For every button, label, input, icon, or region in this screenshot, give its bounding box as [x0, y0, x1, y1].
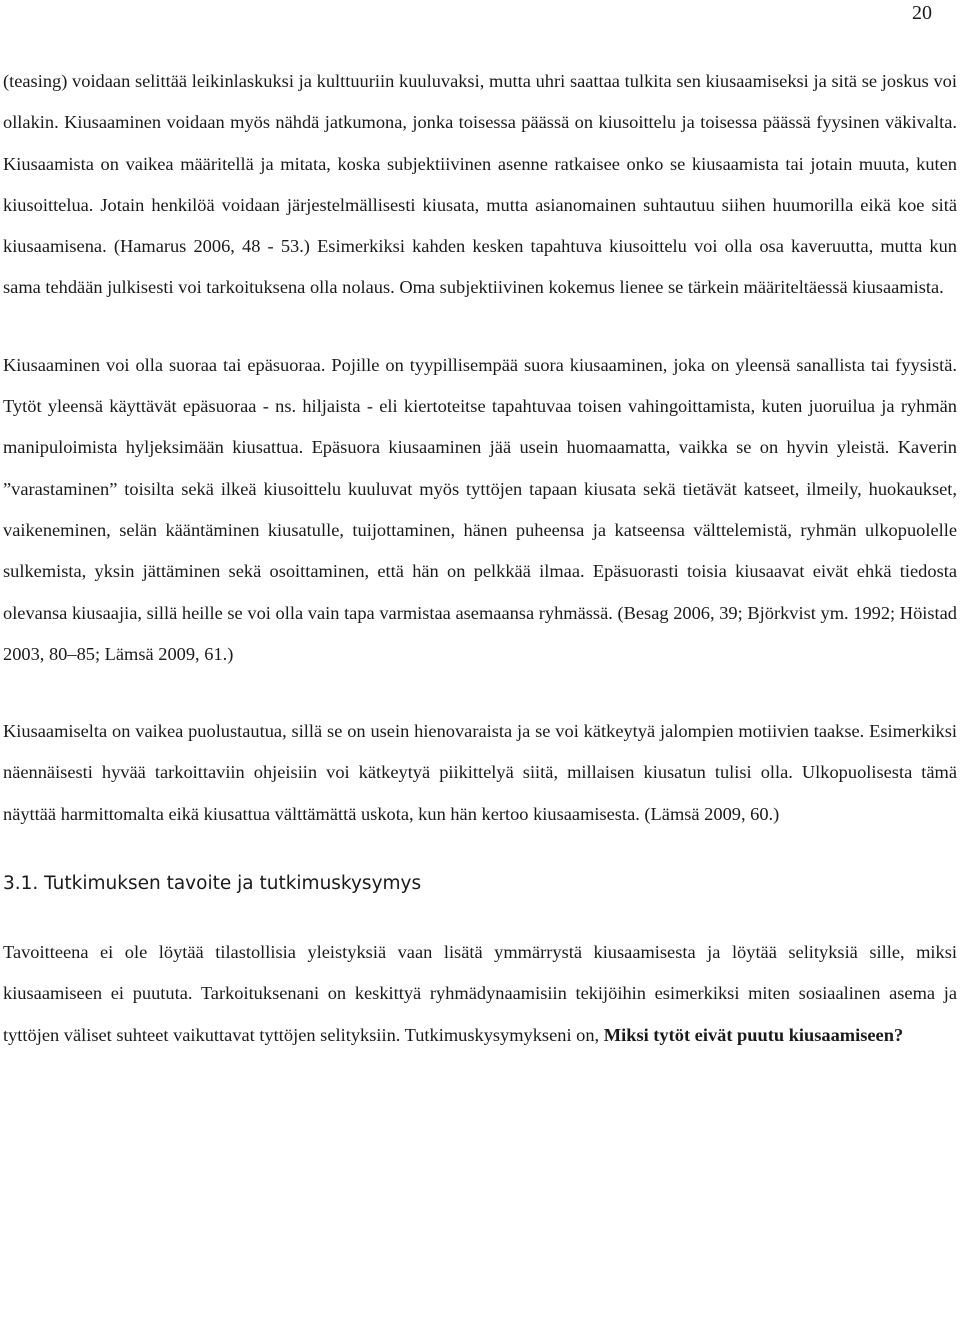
page-number: 20: [912, 2, 932, 24]
paragraph-defending-against-bullying: Kiusaamiselta on vaikea puolustautua, sillä se on usein hienovaraista ja se voi kätkeytyä jalompien motiivien taakse. Esimerkiksi näennäisesti hyvää tarkoittaviin ohjeisiin voi kätkeytyä piikittelyä siitä, millaisen kiusatun tulisi olla. Ulkopuolisesta tämä näyttää harmittomalta eikä kiusattua välttämättä uskota, kun hän kertoo kiusaamisesta. (Lämsä 2009, 60.): [3, 721, 957, 824]
section-heading: 3.1. Tutkimuksen tavoite ja tutkimuskysymys: [3, 873, 422, 895]
paragraph-research-goal: [3, 932, 957, 1056]
paragraph-spacer: [3, 309, 957, 345]
research-goal-text: Tavoitteena ei ole löytää tilastollisia yleistyksiä vaan lisätä ymmärrystä kiusaamisesta ja löytää selityksiä sille, miksi kiusaamiseen ei puututa. Tarkoituksenani on keskittyä ryhmädynaamisiin tekijöihin esimerkiksi miten sosiaalinen asema ja tyttöjen väliset suhteet vaikuttavat tyttöjen selityksiin. Tutkimuskysymykseni on,: [3, 942, 957, 1045]
paragraph-spacer: [3, 904, 957, 932]
document-body: [3, 61, 957, 1056]
paragraph-teasing-definition: (teasing) voidaan selittää leikinlaskuksi ja kulttuuriin kuuluvaksi, mutta uhri saattaa tulkita sen kiusaamiseksi ja sitä se joskus voi ollakin. Kiusaaminen voidaan myös nähdä jatkumona, jonka toisessa päässä on kiusoittelu ja toisessa päässä fyysinen väkivalta. Kiusaamista on vaikea määritellä ja mitata, koska subjektiivinen asenne ratkaisee onko se kiusaamista tai jotain muuta, kuten kiusoittelua. Jotain henkilöä voidaan järjestelmällisesti kiusata, mutta asianomainen suhtautuu siihen huumorilla eikä koe sitä kiusaamisena. (Hamarus 2006, 48 - 53.) Esimerkiksi kahden kesken tapahtuva kiusoittelu voi olla osa kaveruutta, mutta kun sama tehdään julkisesti voi tarkoituksena olla nolaus. Oma subjektiivinen kokemus lienee se tärkein määriteltäessä kiusaamista.: [3, 71, 957, 298]
paragraph-spacer: [3, 675, 957, 711]
research-question: Miksi tytöt eivät puutu kiusaamiseen?: [603, 1024, 904, 1045]
paragraph-spacer: [3, 835, 957, 863]
paragraph-direct-indirect-bullying: Kiusaaminen voi olla suoraa tai epäsuoraa. Pojille on tyypillisempää suora kiusaaminen, joka on yleensä sanallista tai fyysistä. Tytöt yleensä käyttävät epäsuoraa - ns. hiljaista - eli kiertoteitse tapahtuvaa toisen vahingoittamista, kuten juoruilua ja ryhmän manipuloimista hyljeksimään kiusattua. Epäsuora kiusaaminen jää usein huomaamatta, vaikka se on hyvin yleistä. Kaverin ”varastaminen” toisilta sekä ilkeä kiusoittelu kuuluvat myös tyttöjen tapaan kiusata sekä tietävät katseet, ilmeily, huokaukset, vaikeneminen, selän kääntäminen kiusatulle, tuijottaminen, hänen puheensa ja katseensa välttelemistä, ryhmän ulkopuolelle sulkemista, yksin jättäminen sekä osoittaminen, että hän on pelkkää ilmaa. Epäsuorasti toisia kiusaavat eivät ehkä tiedosta olevansa kiusaajia, sillä heille se voi olla vain tapa varmistaa asemaansa ryhmässä. (Besag 2006, 39; Björkvist ym. 1992; Höistad 2003, 80–85; Lämsä 2009, 61.): [3, 354, 957, 664]
